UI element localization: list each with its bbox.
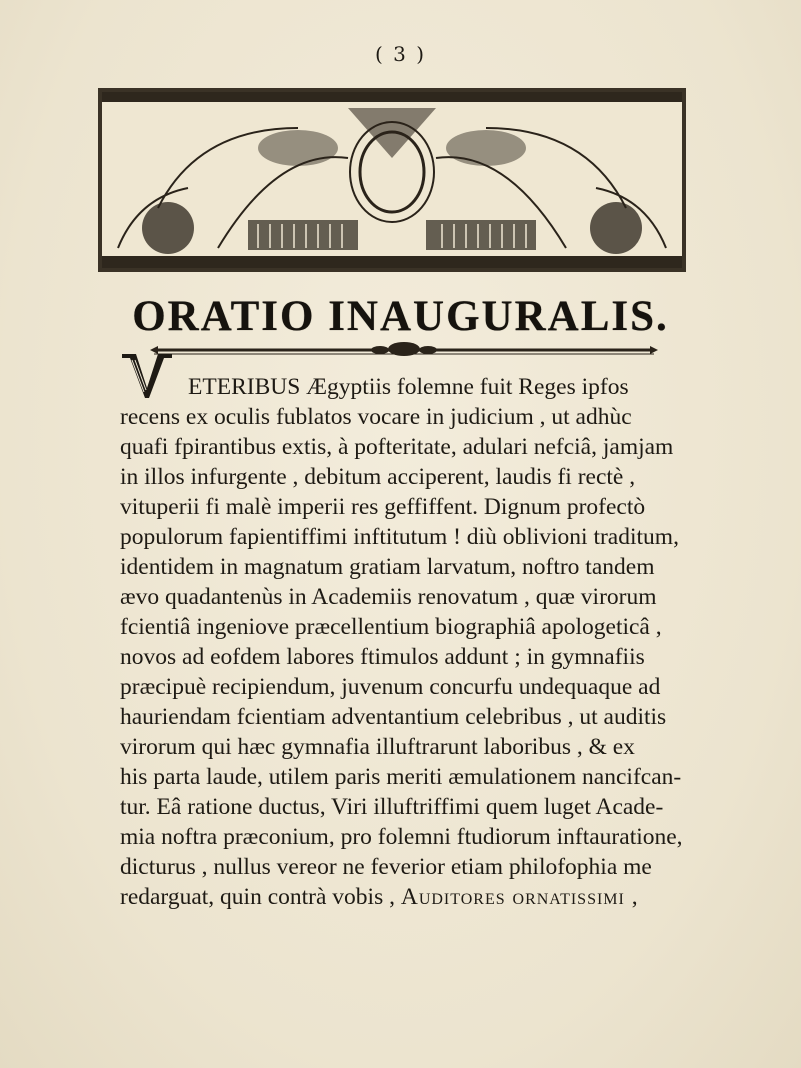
page-number: ( 3 ) [374, 42, 427, 66]
page-title: ORATIO INAUGURALIS. [132, 293, 669, 340]
text-line: dicturus , nullus vereor ne feverior etiam philofophia me [120, 854, 652, 880]
text-line: mia noftra præconium, pro folemni ftudiorum inftauratione, [120, 824, 683, 850]
text-line: his parta laude, utilem paris meriti æmulationem nancifcan- [120, 764, 682, 790]
text-line: ævo quadantenùs in Academiis renovatum , quæ virorum [120, 584, 657, 610]
text-line: hauriendam fcientiam adventantium celebribus , ut auditis [120, 704, 667, 730]
text-line: recens ex oculis fublatos vocare in judicium , ut adhùc [120, 404, 632, 430]
text-line: populorum fapientiffimi inftitutum ! diù oblivioni traditum, [120, 524, 679, 550]
small-caps-address: Auditores ornatissimi , [400, 884, 639, 910]
ornamental-divider-icon [150, 340, 658, 360]
text-line: novos ad eofdem labores ftimulos addunt ; in gymnafiis [120, 644, 645, 670]
text-line: quafi fpirantibus extis, à pofteritate, adulari nefciâ, jamjam [120, 434, 674, 460]
text-line: virorum qui hæc gymnafia illuftrarunt laboribus , & ex [120, 734, 635, 760]
text-line: ETERIBUS Ægyptiis folemne fuit Reges ipfos [188, 374, 629, 400]
text-line: præcipuè recipiendum, juvenum concurfu undequaque ad [120, 674, 661, 700]
text-line: redarguat, quin contrà vobis , [120, 884, 401, 910]
ornamental-headpiece-icon [98, 88, 686, 272]
text-line: fcientiâ ingeniove præcellentium biographiâ apologeticâ , [120, 614, 662, 640]
text-line: vituperii fi malè imperii res geffiffent. Dignum profectò [120, 494, 646, 520]
decorated-initial-letter [120, 350, 174, 400]
text-line: tur. Eâ ratione ductus, Viri illuftriffimi quem luget Acade- [120, 794, 664, 820]
text-line: identidem in magnatum gratiam larvatum, noftro tandem [120, 554, 655, 580]
text-line-last [120, 882, 639, 912]
text-line: in illos infurgente , debitum acciperent, laudis fi rectè , [120, 464, 636, 490]
